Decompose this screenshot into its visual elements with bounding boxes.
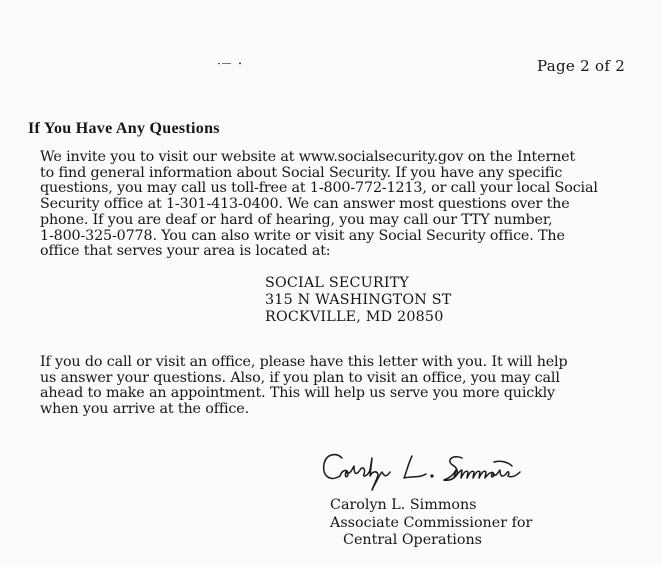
handwritten-signature [316, 448, 526, 496]
signer-title: Associate Commissioner for [330, 514, 533, 531]
paragraph-line: questions, you may call us toll-free at 1-800-772-1213, or call your local Social [40, 180, 598, 197]
page-number: Page 2 of 2 [537, 57, 626, 75]
signer-block [330, 497, 532, 550]
visit-instructions-paragraph [40, 355, 640, 418]
paragraph-line: Security office at 1-301-413-0400. We can answer most questions over the [40, 196, 570, 213]
address-line: 315 N WASHINGTON ST [265, 292, 452, 308]
signer-name: Carolyn L. Simmons [330, 497, 477, 513]
address-line: SOCIAL SECURITY [265, 275, 410, 291]
paragraph-line: to find general information about Social Security. If you have any specific [40, 164, 563, 181]
office-address [265, 275, 451, 326]
paragraph-line: phone. If you are deaf or hard of hearing, you may call our TTY number, [40, 211, 553, 228]
scan-speck [218, 62, 242, 65]
paragraph-line: 1-800-325-0778. You can also write or visit any Social Security office. The [40, 227, 565, 244]
address-line: ROCKVILLE, MD 20850 [265, 309, 444, 325]
paragraph-line: office that serves your area is located at: [40, 243, 331, 260]
section-heading: If You Have Any Questions [28, 120, 220, 137]
contact-info-paragraph [40, 150, 640, 260]
paragraph-line: ahead to make an appointment. This will help us serve you more quickly [40, 385, 555, 402]
paragraph-line: We invite you to visit our website at www.socialsecurity.gov on the Internet [40, 149, 576, 165]
paragraph-line: us answer your questions. Also, if you plan to visit an office, you may call [40, 369, 560, 386]
paragraph-line: when you arrive at the office. [40, 401, 249, 418]
signer-title: Central Operations [343, 532, 482, 548]
paragraph-line: If you do call or visit an office, please have this letter with you. It will help [40, 354, 568, 370]
